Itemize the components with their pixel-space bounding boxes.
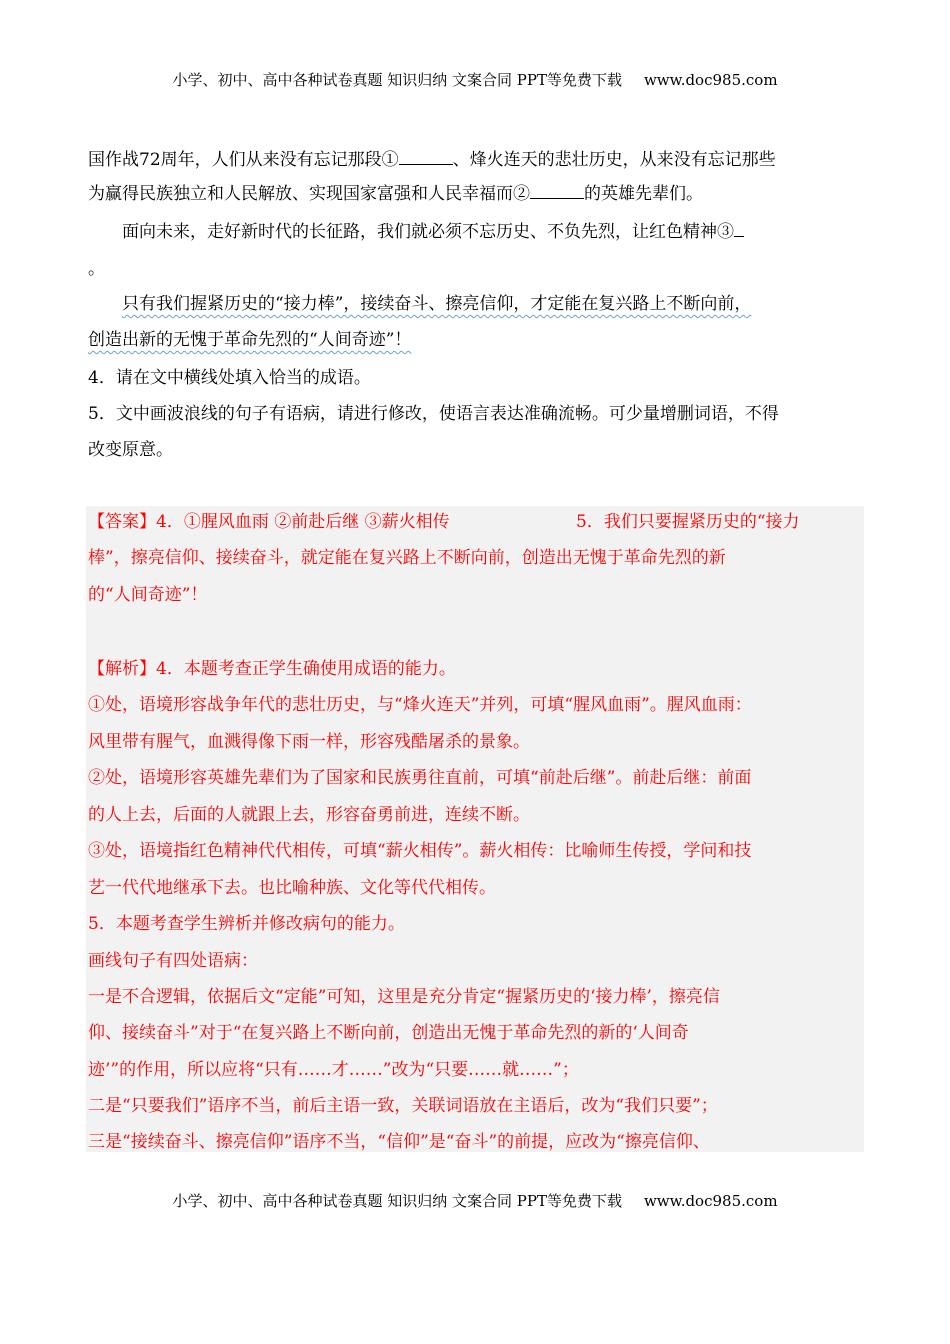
answer-line: 的“人间奇迹”！ [88, 585, 208, 605]
wavy-sentence: 创造出新的无愧于革命先烈的“人间奇迹”！ [88, 330, 412, 350]
passage-text: 、烽火连天的悲壮历史，从来没有忘记那些 [452, 150, 776, 170]
wavy-sentence: 只有我们握紧历史的“接力棒”，接续奋斗、擦亮信仰，才定能在复兴路上不断向前， [122, 294, 752, 314]
page-header [0, 69, 950, 90]
blank-3 [734, 218, 744, 237]
analysis-line: ②处，语境形容英雄先辈们为了国家和民族勇往直前，可填“前赴后继”。前赴后继：前面 [88, 768, 752, 788]
analysis-line: 的人上去，后面的人就跟上去，形容奋勇前进，连续不断。 [88, 805, 530, 825]
analysis-line: 仰、接续奋斗”对于“在复兴路上不断向前，创造出无愧于革命先烈的新的‘人间奇 [88, 1023, 689, 1043]
blank-2 [530, 180, 584, 199]
passage-text: 面向未来，走好新时代的长征路，我们就必须不忘历史、不负先烈，让红色精神③ [122, 222, 734, 242]
answer-line: 棒”，擦亮信仰、接续奋斗，就定能在复兴路上不断向前，创造出无愧于革命先烈的新 [88, 548, 726, 568]
passage-text: 国作战72周年，人们从来没有忘记那段① [88, 150, 399, 170]
answer-text: 【答案】4．①腥风血雨 ②前赴后继 ③薪火相传 [88, 512, 450, 532]
analysis-line: 迹’”的作用，所以应将“只有……才……”改为“只要……就……”； [88, 1060, 579, 1080]
passage-line [122, 218, 744, 244]
passage-line: 。 [88, 259, 105, 279]
question-4: 4．请在文中横线处填入恰当的成语。 [88, 368, 371, 388]
analysis-line: ③处，语境指红色精神代代相传，可填“薪火相传”。薪火相传：比喻师生传授，学问和技 [88, 841, 752, 861]
question-5-cont: 改变原意。 [88, 440, 173, 460]
analysis-line: 【解析】4．本题考查正学生确使用成语的能力。 [88, 659, 456, 679]
blank-1 [399, 146, 453, 165]
passage-text: 为赢得民族独立和人民解放、实现国家富强和人民幸福而② [88, 184, 530, 204]
passage-text: 的英雄先辈们。 [584, 184, 703, 204]
analysis-line: 5．本题考查学生辨析并修改病句的能力。 [88, 914, 405, 934]
analysis-line: 二是“只要我们”语序不当，前后主语一致，关联词语放在主语后，改为“我们只要”； [88, 1096, 718, 1116]
footer-url[interactable]: www.doc985.com [643, 1192, 778, 1210]
page-footer [0, 1190, 950, 1211]
analysis-line: 风里带有腥气，血溅得像下雨一样，形容残酷屠杀的景象。 [88, 732, 530, 752]
header-text: 小学、初中、高中各种试卷真题 知识归纳 文案合同 PPT等免费下载 [172, 71, 622, 89]
header-url[interactable]: www.doc985.com [643, 71, 778, 89]
footer-text: 小学、初中、高中各种试卷真题 知识归纳 文案合同 PPT等免费下载 [172, 1192, 622, 1210]
answer-line: 5．我们只要握紧历史的“接力 [576, 512, 800, 532]
analysis-line: 三是“接续奋斗、擦亮信仰”语序不当，“信仰”是“奋斗”的前提，应改为“擦亮信仰、 [88, 1132, 710, 1152]
analysis-line: ①处，语境形容战争年代的悲壮历史，与“烽火连天”并列，可填“腥风血雨”。腥风血雨： [88, 695, 752, 715]
passage-line [88, 180, 703, 206]
question-5: 5．文中画波浪线的句子有语病，请进行修改，使语言表达准确流畅。可少量增删词语，不得 [88, 404, 779, 424]
analysis-line: 一是不合逻辑，依据后文“定能”可知，这里是充分肯定“握紧历史的‘接力棒’，擦亮信 [88, 987, 720, 1007]
answer-line [88, 510, 450, 534]
analysis-line: 艺一代代地继承下去。也比喻种族、文化等代代相传。 [88, 878, 496, 898]
analysis-line: 画线句子有四处语病： [88, 951, 258, 971]
passage-line [88, 146, 776, 172]
